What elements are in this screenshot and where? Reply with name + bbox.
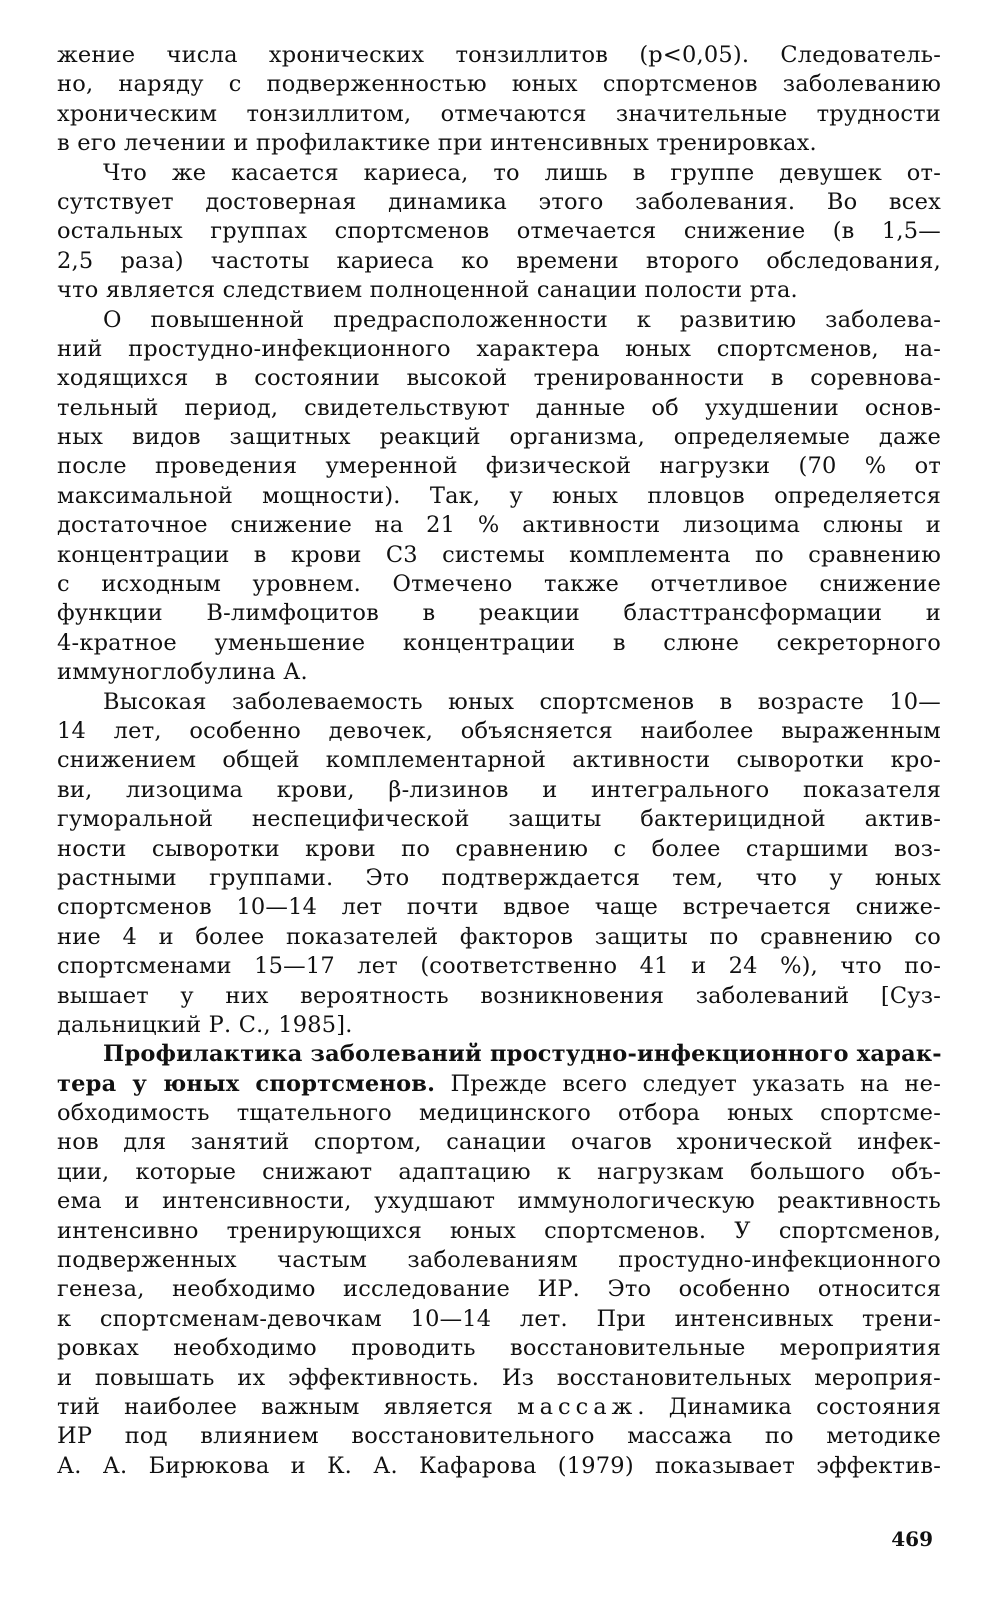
text-line: достаточное снижение на 21 % активности лизоцима слюны и bbox=[57, 512, 941, 539]
text-line: тельный период, свидетельствуют данные об ухудшении основ- bbox=[57, 394, 941, 421]
text-line: снижением общей комплементарной активности сыворотки кро- bbox=[57, 747, 941, 774]
text-line: и повышать их эффективность. Из восстановительных мероприя- bbox=[57, 1364, 941, 1391]
text-line: интенсивно тренирующихся юных спортсменов. У спортсменов, bbox=[57, 1217, 941, 1244]
section-heading: Профилактика заболеваний простудно-инфекционного харак- bbox=[103, 1041, 942, 1068]
text-line: ви, лизоцима крови, β-лизинов и интегрального показателя bbox=[57, 776, 941, 803]
text-line: хроническим тонзиллитом, отмечаются значительные трудности bbox=[57, 100, 941, 127]
text-line: А. А. Бирюкова и К. А. Кафарова (1979) показывает эффектив- bbox=[57, 1452, 941, 1479]
text-line: дальницкий Р. С., 1985]. bbox=[57, 1011, 353, 1038]
text-line: после проведения умеренной физической нагрузки (70 % от bbox=[57, 453, 941, 480]
text-line: остальных группах спортсменов отмечается снижение (в 1,5— bbox=[57, 218, 941, 245]
text-line: что является следствием полноценной санации полости рта. bbox=[57, 277, 798, 304]
text-line: ходящихся в состоянии высокой тренированности в соревнова- bbox=[57, 365, 941, 392]
text-line: обходимость тщательного медицинского отбора юных спортсме- bbox=[57, 1100, 941, 1127]
text-line: 14 лет, особенно девочек, объясняется наиболее выраженным bbox=[57, 717, 941, 744]
text-line bbox=[57, 1070, 941, 1099]
text-line: но, наряду с подверженностью юных спортсменов заболеванию bbox=[57, 71, 941, 98]
text-line: ема и интенсивности, ухудшают иммунологическую реактивность bbox=[57, 1188, 941, 1215]
text-run: тий наиболее важным является bbox=[57, 1393, 518, 1420]
text-line: ции, которые снижают адаптацию к нагрузкам большого объ- bbox=[57, 1158, 941, 1185]
text-line: спортсменами 15—17 лет (соответственно 41 и 24 %), что по- bbox=[57, 953, 941, 980]
text-line: ности сыворотки крови по сравнению с более старшими воз- bbox=[57, 835, 941, 862]
text-line: ных видов защитных реакций организма, определяемые даже bbox=[57, 424, 941, 451]
text-line: 4-кратное уменьшение концентрации в слюне секреторного bbox=[57, 629, 941, 656]
body-text bbox=[57, 41, 941, 1481]
text-line: О повышенной предрасположенности к развитию заболева- bbox=[103, 306, 941, 333]
text-line: сутствует достоверная динамика этого заболевания. Во всех bbox=[57, 188, 941, 215]
text-line: генеза, необходимо исследование ИР. Это особенно относится bbox=[57, 1276, 941, 1303]
text-line: Что же касается кариеса, то лишь в группе девушек от- bbox=[103, 159, 941, 186]
text-line: ИР под влиянием восстановительного массажа по методике bbox=[57, 1423, 941, 1450]
text-line: концентрации в крови С3 системы комплемента по сравнению bbox=[57, 541, 941, 568]
text-line: вышает у них вероятность возникновения заболеваний [Суз- bbox=[57, 982, 941, 1009]
text-line: ние 4 и более показателей факторов защиты по сравнению со bbox=[57, 923, 941, 950]
text-line: Высокая заболеваемость юных спортсменов в возрасте 10— bbox=[103, 688, 941, 715]
text-line: ровках необходимо проводить восстановительные мероприятия bbox=[57, 1335, 941, 1362]
text-line bbox=[57, 1393, 941, 1422]
text-line bbox=[57, 1040, 941, 1069]
text-line: нов для занятий спортом, санации очагов хронической инфек- bbox=[57, 1129, 941, 1156]
text-line: гуморальной неспецифической защиты бактерицидной актив- bbox=[57, 806, 941, 833]
page-number: 469 bbox=[891, 1527, 933, 1551]
text-line: иммуноглобулина А. bbox=[57, 659, 308, 686]
text-line: спортсменов 10—14 лет почти вдвое чаще встречается сниже- bbox=[57, 894, 941, 921]
text-line: с исходным уровнем. Отмечено также отчетливое снижение bbox=[57, 571, 941, 598]
text-line: 2,5 раза) частоты кариеса ко времени второго обследования, bbox=[57, 247, 941, 274]
text-line: жение числа хронических тонзиллитов (р<0,05). Следователь- bbox=[57, 42, 941, 68]
text-line: подверженных частым заболеваниям простудно-инфекционного bbox=[57, 1247, 941, 1274]
text-line: ний простудно-инфекционного характера юных спортсменов, на- bbox=[57, 335, 941, 362]
spaced-emphasis: массаж bbox=[517, 1393, 638, 1420]
section-heading: тера у юных спортсменов. bbox=[57, 1070, 436, 1097]
text-line: максимальной мощности). Так, у юных пловцов определяется bbox=[57, 482, 941, 509]
text-run: Прежде всего следует указать на не- bbox=[435, 1070, 941, 1097]
text-line: функции В-лимфоцитов в реакции бласттрансформации и bbox=[57, 600, 941, 627]
text-line: растными группами. Это подтверждается тем, что у юных bbox=[57, 864, 941, 891]
text-line: в его лечении и профилактике при интенсивных тренировках. bbox=[57, 130, 817, 157]
text-run: . Динамика состояния bbox=[637, 1393, 941, 1420]
text-line: к спортсменам-девочкам 10—14 лет. При интенсивных трени- bbox=[57, 1305, 941, 1332]
